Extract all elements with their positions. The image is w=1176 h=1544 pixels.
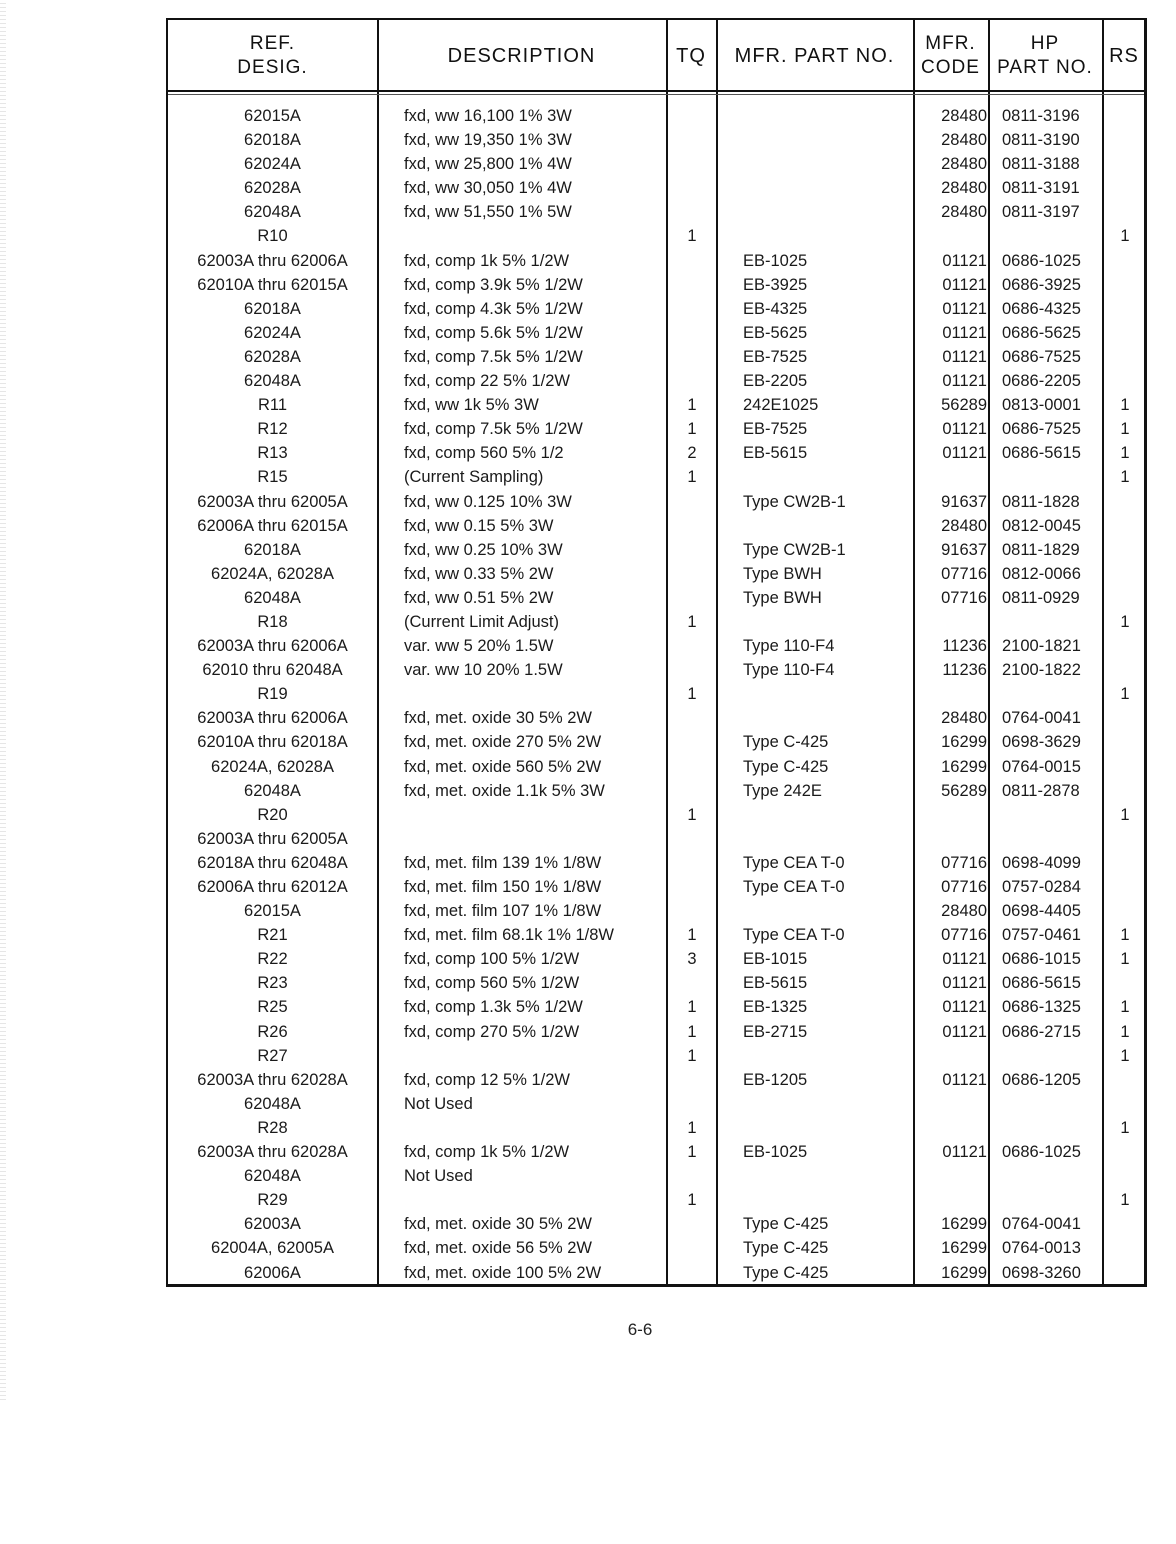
cell-mfr-code: 01121	[942, 347, 987, 366]
cell-rs: 1	[1120, 1118, 1130, 1137]
cell-hp-part-no: 0686-4325	[1002, 299, 1081, 318]
cell-mfr-code: 01121	[942, 1143, 987, 1162]
cell-mfr-code: 28480	[941, 155, 987, 174]
table-row	[168, 682, 1144, 706]
cell-ref-desig: 62006A thru 62012A	[197, 878, 348, 896]
cell-ref-desig: 62006A	[244, 1263, 301, 1282]
cell-hp-part-no: 0757-0284	[1002, 878, 1081, 896]
cell-hp-part-no: 0686-5615	[1002, 444, 1081, 463]
cell-rs: 1	[1120, 1022, 1130, 1041]
cell-mfr-part-no: Type BWH	[743, 588, 822, 607]
cell-description: fxd, met. oxide 56 5% 2W	[404, 1239, 593, 1258]
cell-mfr-code: 07716	[941, 878, 987, 896]
table-row	[168, 851, 1144, 875]
cell-ref-desig: R26	[257, 1022, 288, 1041]
cell-tq: 1	[687, 1191, 697, 1210]
cell-description: fxd, comp 7.5k 5% 1/2W	[404, 347, 583, 366]
cell-description: fxd, ww 0.15 5% 3W	[404, 516, 554, 535]
cell-rs: 1	[1120, 926, 1130, 945]
cell-tq: 1	[687, 926, 697, 945]
cell-hp-part-no: 0811-3191	[1002, 179, 1080, 198]
table-row	[168, 995, 1144, 1019]
cell-tq: 1	[687, 1118, 697, 1137]
cell-description: Not Used	[404, 1167, 473, 1186]
cell-hp-part-no: 0811-1828	[1002, 492, 1080, 511]
cell-ref-desig: 62003A thru 62006A	[197, 709, 348, 728]
table-row	[168, 1212, 1144, 1236]
cell-description: fxd, comp 1.3k 5% 1/2W	[404, 998, 583, 1017]
cell-description: fxd, ww 30,050 1% 4W	[404, 179, 572, 198]
cell-ref-desig: 62004A, 62005A	[211, 1239, 334, 1258]
cell-description: Not Used	[404, 1094, 473, 1113]
cell-ref-desig: 62003A thru 62005A	[197, 492, 348, 511]
cell-hp-part-no: 0757-0461	[1002, 926, 1081, 945]
cell-hp-part-no: 0813-0001	[1002, 396, 1081, 415]
table-row	[168, 610, 1144, 634]
cell-mfr-code: 01121	[942, 998, 987, 1017]
cell-mfr-code: 01121	[942, 420, 987, 439]
cell-description: fxd, comp 560 5% 1/2W	[404, 974, 580, 993]
table-row	[168, 393, 1144, 417]
cell-ref-desig: R18	[257, 612, 288, 631]
table-body	[168, 104, 1144, 1285]
cell-ref-desig: 62010A thru 62018A	[197, 733, 348, 752]
cell-hp-part-no: 0764-0041	[1002, 1215, 1081, 1234]
table-row	[168, 224, 1144, 248]
cell-mfr-part-no: Type C-425	[743, 1215, 829, 1234]
cell-ref-desig: 62048A	[244, 1094, 301, 1113]
cell-ref-desig: 62018A	[244, 540, 301, 559]
cell-ref-desig: R21	[257, 926, 288, 945]
cell-ref-desig: R12	[257, 420, 288, 439]
cell-description: fxd, comp 1k 5% 1/2W	[404, 1143, 570, 1162]
cell-mfr-part-no: 242E1025	[743, 396, 819, 415]
cell-mfr-part-no: EB-3925	[743, 275, 808, 294]
cell-description: fxd, met. oxide 1.1k 5% 3W	[404, 781, 605, 800]
table-row	[168, 1140, 1144, 1164]
cell-ref-desig: 62018A thru 62048A	[197, 853, 348, 872]
cell-rs: 1	[1120, 950, 1130, 969]
cell-mfr-part-no: EB-1325	[743, 998, 808, 1017]
cell-mfr-code: 07716	[941, 926, 987, 945]
table-row	[168, 586, 1144, 610]
cell-hp-part-no: 0686-7525	[1002, 347, 1081, 366]
cell-description: fxd, ww 0.33 5% 2W	[404, 564, 554, 583]
header-mfr-code	[913, 20, 988, 92]
cell-tq: 1	[687, 805, 697, 824]
table-row	[168, 538, 1144, 562]
table-row	[168, 875, 1144, 899]
cell-hp-part-no: 0811-1829	[1002, 540, 1080, 559]
cell-ref-desig: 62018A	[244, 131, 301, 150]
cell-hp-part-no: 0812-0045	[1002, 516, 1081, 535]
table-row	[168, 490, 1144, 514]
cell-description: fxd, met. oxide 30 5% 2W	[404, 1215, 593, 1234]
cell-mfr-code: 11236	[942, 637, 987, 656]
table-row	[168, 706, 1144, 730]
cell-description: fxd, met. film 107 1% 1/8W	[404, 902, 602, 921]
cell-mfr-part-no: Type 242E	[743, 781, 822, 800]
cell-description: fxd, met. oxide 100 5% 2W	[404, 1263, 602, 1282]
cell-description: fxd, comp 3.9k 5% 1/2W	[404, 275, 583, 294]
cell-description: fxd, ww 19,350 1% 3W	[404, 131, 572, 150]
cell-mfr-code: 28480	[941, 179, 987, 198]
cell-ref-desig: 62015A	[244, 902, 301, 921]
cell-rs: 1	[1120, 1046, 1130, 1065]
cell-hp-part-no: 0686-1015	[1002, 950, 1081, 969]
cell-ref-desig: 62003A thru 62005A	[197, 829, 348, 848]
cell-description: var. ww 10 20% 1.5W	[404, 661, 563, 680]
cell-hp-part-no: 0764-0041	[1002, 709, 1081, 728]
cell-mfr-code: 56289	[941, 396, 987, 415]
cell-hp-part-no: 0811-0929	[1002, 588, 1080, 607]
cell-mfr-code: 01121	[942, 1070, 987, 1089]
cell-hp-part-no: 0764-0015	[1002, 757, 1081, 776]
cell-mfr-part-no: Type CEA T-0	[743, 926, 845, 945]
header-mfr-code-line1: MFR.	[925, 33, 976, 54]
table-row	[168, 417, 1144, 441]
cell-ref-desig: R27	[257, 1046, 288, 1065]
cell-ref-desig: 62015A	[244, 107, 301, 125]
cell-description: fxd, comp 12 5% 1/2W	[404, 1070, 570, 1089]
table-row	[168, 297, 1144, 321]
cell-mfr-part-no: Type CEA T-0	[743, 878, 845, 896]
table-row	[168, 249, 1144, 273]
cell-rs: 1	[1120, 227, 1130, 246]
table-row	[168, 779, 1144, 803]
page-number: 6-6	[627, 1320, 653, 1339]
cell-mfr-code: 07716	[941, 588, 987, 607]
cell-tq: 1	[687, 468, 697, 487]
header-hp-line1: HP	[1030, 33, 1060, 54]
cell-tq: 1	[687, 227, 697, 246]
cell-mfr-part-no: Type BWH	[743, 564, 822, 583]
table-row	[168, 152, 1144, 176]
table-row	[168, 1116, 1144, 1140]
cell-ref-desig: 62048A	[244, 372, 301, 391]
cell-ref-desig: 62003A thru 62028A	[197, 1143, 348, 1162]
cell-mfr-code: 91637	[941, 540, 987, 559]
cell-hp-part-no: 0686-1205	[1002, 1070, 1081, 1089]
header-tq	[666, 20, 716, 92]
cell-hp-part-no: 0811-3188	[1002, 155, 1080, 174]
table-row	[168, 634, 1144, 658]
table-row	[168, 514, 1144, 538]
table-row	[168, 803, 1144, 827]
cell-description: fxd, met. film 139 1% 1/8W	[404, 853, 602, 872]
cell-mfr-part-no: EB-7525	[743, 347, 808, 366]
table-row	[168, 658, 1144, 682]
header-hp-line2: PART NO.	[997, 57, 1093, 78]
cell-tq: 1	[687, 685, 697, 704]
cell-ref-desig: 62010 thru 62048A	[202, 661, 343, 680]
header-hp-part-no	[988, 20, 1102, 92]
cell-ref-desig: 62003A thru 62028A	[197, 1070, 348, 1089]
cell-description: (Current Limit Adjust)	[404, 612, 559, 631]
table-row	[168, 441, 1144, 465]
cell-ref-desig: 62003A thru 62006A	[197, 251, 348, 270]
cell-description: fxd, ww 25,800 1% 4W	[404, 155, 572, 174]
cell-ref-desig: R29	[257, 1191, 288, 1210]
cell-mfr-part-no: Type C-425	[743, 757, 829, 776]
table-row	[168, 947, 1144, 971]
cell-hp-part-no: 0686-1025	[1002, 251, 1081, 270]
table-row	[168, 176, 1144, 200]
header-rule-thin	[168, 94, 1144, 95]
cell-ref-desig: 62006A thru 62015A	[197, 516, 348, 535]
cell-description: fxd, met. oxide 560 5% 2W	[404, 757, 602, 776]
cell-description: fxd, comp 270 5% 1/2W	[404, 1022, 580, 1041]
cell-description: fxd, ww 0.125 10% 3W	[404, 492, 572, 511]
header-description-label: DESCRIPTION	[447, 45, 596, 67]
cell-ref-desig: 62010A thru 62015A	[197, 275, 348, 294]
table-row	[168, 1261, 1144, 1285]
cell-rs: 1	[1120, 396, 1130, 415]
cell-tq: 3	[687, 950, 697, 969]
cell-description: fxd, comp 22 5% 1/2W	[404, 372, 570, 391]
cell-ref-desig: R20	[257, 805, 288, 824]
cell-description: fxd, ww 51,550 1% 5W	[404, 203, 572, 222]
cell-ref-desig: R11	[257, 396, 288, 415]
cell-hp-part-no: 2100-1821	[1002, 637, 1081, 656]
cell-mfr-part-no: EB-5625	[743, 323, 808, 342]
cell-ref-desig: 62024A, 62028A	[211, 757, 334, 776]
cell-mfr-code: 01121	[942, 1022, 987, 1041]
cell-ref-desig: R23	[257, 974, 288, 993]
table-row	[168, 321, 1144, 345]
table-row	[168, 1236, 1144, 1260]
cell-mfr-part-no: EB-1205	[743, 1070, 808, 1089]
cell-description: (Current Sampling)	[404, 468, 544, 487]
cell-mfr-code: 01121	[942, 275, 987, 294]
header-rs	[1102, 20, 1146, 92]
table-row	[168, 369, 1144, 393]
cell-mfr-part-no: EB-1025	[743, 1143, 808, 1162]
cell-hp-part-no: 0686-5615	[1002, 974, 1081, 993]
cell-mfr-code: 07716	[941, 853, 987, 872]
cell-tq: 1	[687, 1143, 697, 1162]
cell-mfr-part-no: EB-1015	[743, 950, 808, 969]
table-row	[168, 1092, 1144, 1116]
cell-mfr-code: 11236	[942, 661, 987, 680]
cell-description: var. ww 5 20% 1.5W	[404, 637, 554, 656]
cell-hp-part-no: 0698-3629	[1002, 733, 1081, 752]
cell-mfr-part-no: EB-4325	[743, 299, 808, 318]
cell-ref-desig: 62048A	[244, 203, 301, 222]
cell-mfr-part-no: EB-2715	[743, 1022, 808, 1041]
cell-description: fxd, ww 1k 5% 3W	[404, 396, 539, 415]
cell-hp-part-no: 0811-2878	[1002, 781, 1080, 800]
cell-mfr-part-no: Type 110-F4	[743, 661, 835, 680]
cell-ref-desig: R19	[257, 685, 288, 704]
cell-mfr-code: 28480	[941, 203, 987, 222]
cell-mfr-code: 91637	[941, 492, 987, 511]
header-mfr-code-line2: CODE	[921, 57, 980, 78]
cell-tq: 1	[687, 420, 697, 439]
cell-mfr-code: 28480	[941, 709, 987, 728]
cell-mfr-code: 01121	[942, 444, 987, 463]
cell-mfr-part-no: EB-2205	[743, 372, 808, 391]
cell-hp-part-no: 2100-1822	[1002, 661, 1081, 680]
cell-mfr-code: 01121	[942, 299, 987, 318]
cell-rs: 1	[1120, 612, 1130, 631]
cell-mfr-code: 28480	[941, 107, 987, 125]
cell-mfr-part-no: Type C-425	[743, 1239, 829, 1258]
cell-tq: 2	[687, 444, 697, 463]
cell-ref-desig: R10	[257, 227, 288, 246]
cell-hp-part-no: 0811-3197	[1002, 203, 1080, 222]
cell-mfr-part-no: EB-5615	[743, 444, 808, 463]
cell-rs: 1	[1120, 998, 1130, 1017]
cell-mfr-part-no: EB-5615	[743, 974, 808, 993]
header-tq-label: TQ	[676, 45, 706, 67]
cell-ref-desig: 62024A, 62028A	[211, 564, 334, 583]
cell-ref-desig: R15	[257, 468, 288, 487]
cell-ref-desig: R22	[257, 950, 288, 969]
table-row	[168, 1188, 1144, 1212]
cell-rs: 1	[1120, 468, 1130, 487]
cell-hp-part-no: 0698-4099	[1002, 853, 1081, 872]
cell-mfr-code: 56289	[941, 781, 987, 800]
table-row	[168, 730, 1144, 754]
cell-description: fxd, met. film 150 1% 1/8W	[404, 878, 602, 896]
cell-tq: 1	[687, 1022, 697, 1041]
cell-ref-desig: R13	[257, 444, 288, 463]
cell-mfr-code: 28480	[941, 902, 987, 921]
cell-mfr-part-no: EB-1025	[743, 251, 808, 270]
cell-description: fxd, comp 4.3k 5% 1/2W	[404, 299, 583, 318]
cell-rs: 1	[1120, 444, 1130, 463]
cell-ref-desig: 62003A	[244, 1215, 301, 1234]
cell-tq: 1	[687, 612, 697, 631]
cell-hp-part-no: 0698-4405	[1002, 902, 1081, 921]
cell-ref-desig: R28	[257, 1118, 288, 1137]
cell-mfr-part-no: Type CW2B-1	[743, 540, 846, 559]
cell-mfr-code: 16299	[941, 1215, 987, 1234]
cell-mfr-part-no: Type C-425	[743, 733, 829, 752]
cell-description: fxd, ww 0.51 5% 2W	[404, 588, 554, 607]
cell-tq: 1	[687, 998, 697, 1017]
cell-mfr-code: 28480	[941, 131, 987, 150]
cell-ref-desig: 62024A	[244, 155, 301, 174]
cell-ref-desig: 62028A	[244, 179, 301, 198]
cell-rs: 1	[1120, 805, 1130, 824]
cell-mfr-code: 01121	[942, 323, 987, 342]
cell-hp-part-no: 0686-2205	[1002, 372, 1081, 391]
table-row	[168, 200, 1144, 224]
header-description	[377, 20, 666, 92]
cell-hp-part-no: 0811-3190	[1002, 131, 1080, 150]
table-row	[168, 1044, 1144, 1068]
cell-mfr-code: 01121	[942, 974, 987, 993]
cell-mfr-part-no: EB-7525	[743, 420, 808, 439]
cell-hp-part-no: 0686-3925	[1002, 275, 1081, 294]
cell-rs: 1	[1120, 420, 1130, 439]
cell-ref-desig: 62018A	[244, 299, 301, 318]
table-row	[168, 273, 1144, 297]
table-row	[168, 1164, 1144, 1188]
table-row	[168, 971, 1144, 995]
header-mfr-part-label: MFR. PART NO.	[734, 45, 895, 67]
cell-ref-desig: 62048A	[244, 1167, 301, 1186]
cell-hp-part-no: 0686-1025	[1002, 1143, 1081, 1162]
cell-description: fxd, met. oxide 30 5% 2W	[404, 709, 593, 728]
cell-ref-desig: 62048A	[244, 781, 301, 800]
parts-table	[166, 18, 1147, 1287]
cell-mfr-code: 01121	[942, 950, 987, 969]
cell-mfr-code: 01121	[942, 372, 987, 391]
header-ref-line2: DESIG.	[237, 57, 308, 78]
header-mfr-part-no	[716, 20, 913, 92]
table-row	[168, 345, 1144, 369]
cell-hp-part-no: 0686-7525	[1002, 420, 1081, 439]
cell-mfr-code: 01121	[942, 251, 987, 270]
cell-description: fxd, comp 7.5k 5% 1/2W	[404, 420, 583, 439]
cell-mfr-code: 16299	[941, 1263, 987, 1282]
cell-mfr-code: 16299	[941, 1239, 987, 1258]
header-ref-line1: REF.	[249, 33, 296, 54]
cell-description: fxd, comp 5.6k 5% 1/2W	[404, 323, 583, 342]
table-row	[168, 923, 1144, 947]
cell-mfr-part-no: Type CW2B-1	[743, 492, 846, 511]
cell-description: fxd, comp 100 5% 1/2W	[404, 950, 580, 969]
scan-edge	[0, 0, 6, 1400]
cell-hp-part-no: 0812-0066	[1002, 564, 1081, 583]
table-row	[168, 1020, 1144, 1044]
table-row	[168, 755, 1144, 779]
table-row	[168, 128, 1144, 152]
cell-mfr-code: 16299	[941, 733, 987, 752]
table-row	[168, 827, 1144, 851]
cell-rs: 1	[1120, 1191, 1130, 1210]
cell-tq: 1	[687, 396, 697, 415]
cell-hp-part-no: 0686-5625	[1002, 323, 1081, 342]
cell-hp-part-no: 0698-3260	[1002, 1263, 1081, 1282]
cell-tq: 1	[687, 1046, 697, 1065]
table-row	[168, 562, 1144, 586]
cell-mfr-part-no: Type C-425	[743, 1263, 829, 1282]
cell-hp-part-no: 0764-0013	[1002, 1239, 1081, 1258]
header-rs-label: RS	[1109, 45, 1139, 67]
cell-hp-part-no: 0686-2715	[1002, 1022, 1081, 1041]
header-ref-desig	[168, 20, 377, 92]
cell-ref-desig: 62003A thru 62006A	[197, 637, 348, 656]
cell-hp-part-no: 0686-1325	[1002, 998, 1081, 1017]
table-row	[168, 1068, 1144, 1092]
cell-description: fxd, comp 1k 5% 1/2W	[404, 251, 570, 270]
cell-ref-desig: R25	[257, 998, 288, 1017]
cell-description: fxd, met. film 68.1k 1% 1/8W	[404, 926, 614, 945]
cell-mfr-code: 07716	[941, 564, 987, 583]
table-row	[168, 899, 1144, 923]
cell-description: fxd, ww 16,100 1% 3W	[404, 107, 572, 125]
cell-description: fxd, met. oxide 270 5% 2W	[404, 733, 602, 752]
cell-description: fxd, ww 0.25 10% 3W	[404, 540, 563, 559]
cell-mfr-code: 28480	[941, 516, 987, 535]
cell-ref-desig: 62024A	[244, 323, 301, 342]
cell-mfr-code: 16299	[941, 757, 987, 776]
cell-ref-desig: 62048A	[244, 588, 301, 607]
cell-mfr-part-no: Type 110-F4	[743, 637, 835, 656]
cell-mfr-part-no: Type CEA T-0	[743, 853, 845, 872]
table-row	[168, 465, 1144, 489]
cell-ref-desig: 62028A	[244, 347, 301, 366]
table-row	[168, 104, 1144, 128]
cell-rs: 1	[1120, 685, 1130, 704]
cell-description: fxd, comp 560 5% 1/2	[404, 444, 564, 463]
cell-hp-part-no: 0811-3196	[1002, 107, 1080, 125]
